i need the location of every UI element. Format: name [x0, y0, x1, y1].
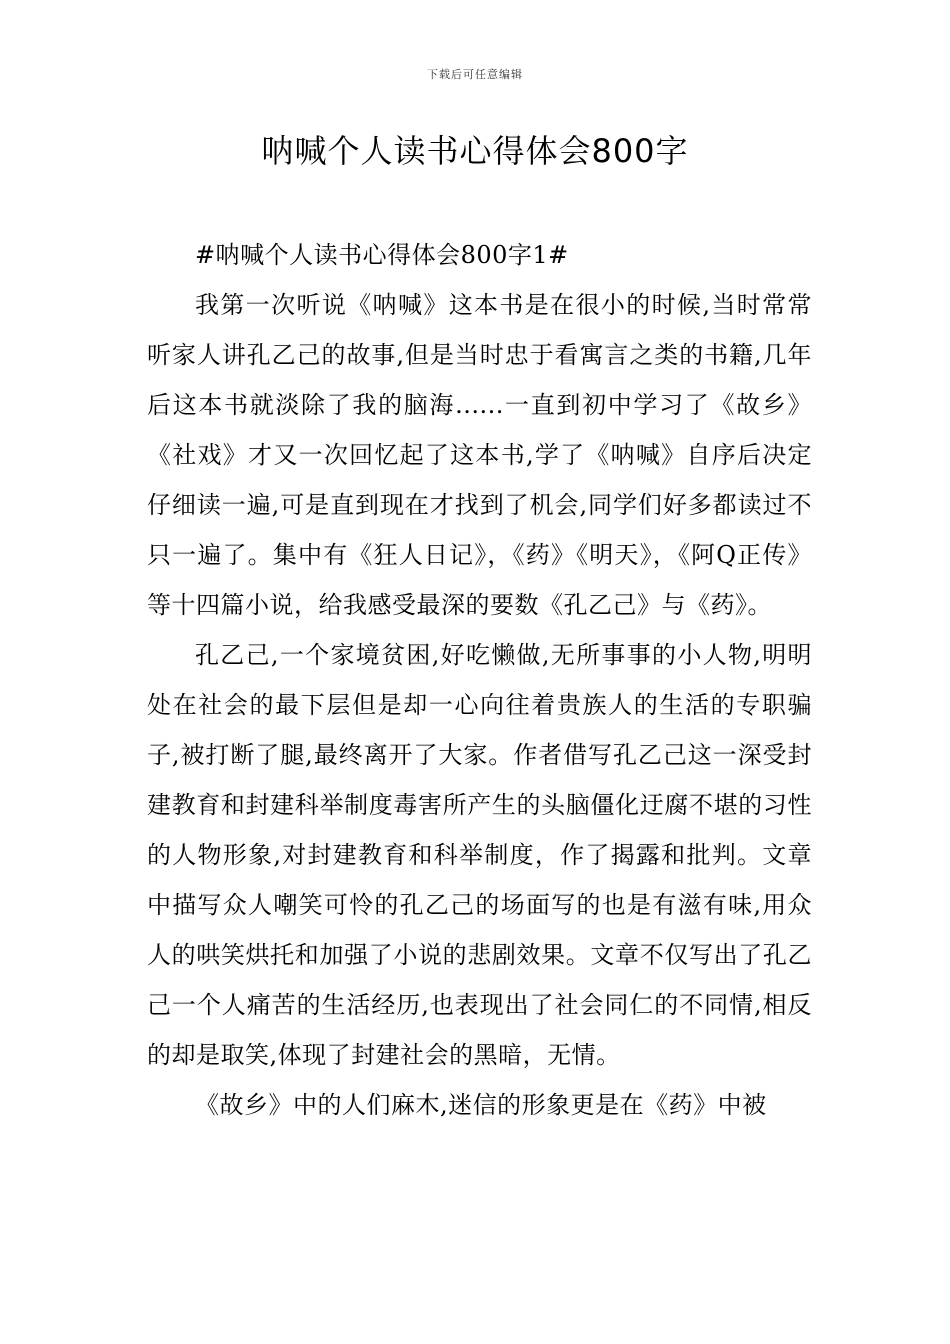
paragraph-1: 我第一次听说《呐喊》这本书是在很小的时候,当时常常听家人讲孔乙己的故事,但是当时忠于看寓言之类的书籍,几年后这本书就淡除了我的脑海......一直到初中学习了《故乡》《社戏》才又一次回忆起了这本书,学了《呐喊》自序后决定仔细读一遍,可是直到现在才找到了机会,同学们好多都读过不只一遍了。集中有《狂人日记》，《药》《明天》，《阿Q正传》等十四篇小说，给我感受最深的要数《孔乙己》与《药》。 [147, 291, 812, 619]
paragraph-subheading: #呐喊个人读书心得体会800字1# [195, 241, 569, 269]
header-note: 下载后可任意编辑 [427, 68, 523, 81]
document-body [147, 230, 812, 1130]
document-title: 呐喊个人读书心得体会800字 [261, 132, 689, 170]
paragraph-2: 孔乙己,一个家境贫困,好吃懒做,无所事事的小人物,明明处在社会的最下层但是却一心向往着贵族人的生活的专职骗子,被打断了腿,最终离开了大家。作者借写孔乙己这一深受封建教育和封建科举制度毒害所产生的头脑僵化迂腐不堪的习性的人物形象,对封建教育和科举制度，作了揭露和批判。文章中描写众人嘲笑可怜的孔乙己的场面写的也是有滋有味,用众人的哄笑烘托和加强了小说的悲剧效果。文章不仅写出了孔乙己一个人痛苦的生活经历,也表现出了社会同仁的不同情,相反的却是取笑,体现了封建社会的黑暗，无情。 [147, 641, 812, 1069]
paragraph-3: 《故乡》中的人们麻木,迷信的形象更是在《药》中被 [195, 1091, 767, 1119]
